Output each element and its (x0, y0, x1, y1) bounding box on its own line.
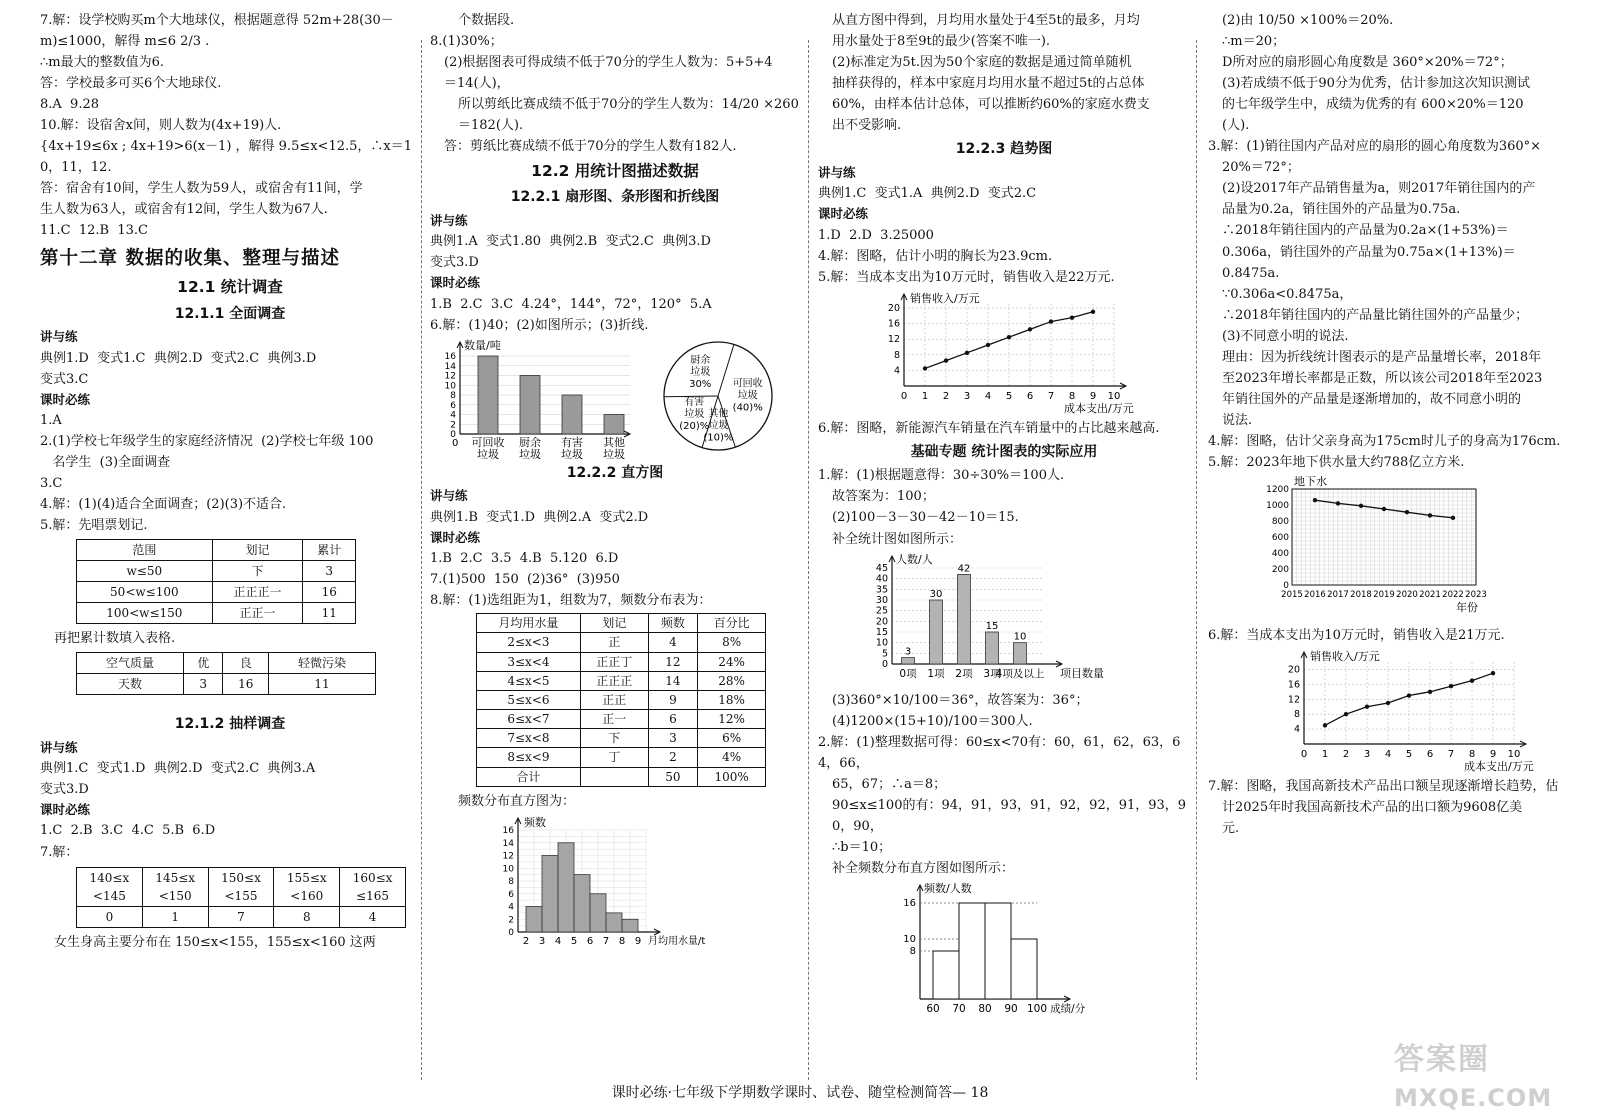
data-point (1407, 693, 1411, 697)
x-tick-label: 可回收 (471, 435, 505, 449)
column-4: (2)由 10/50 ×100%＝20%. ∴m＝20； D所对应的扇形圆心角度数是 360°×20%＝72°； (3)若成绩不低于90分为优秀，估计参加这次知识测试 的七年级学生中，成绩为优秀的有 600×20%＝120 (人). 3.解：(1)销往国内产品对应的扇形的圆心角度数为360°× 20%＝72°； (2)设2017年产品销售量为a，则2017年销往国内的产 品量为0.2a，销往国外的产品量为0.75a. ∴2018年销往国内的产品量为0.2a×(1+53%)＝ 0.306a，销往国外的产品量为0.75a×(1+13%)＝ 0.8475a. ∵0.306a<0.8475a， ∴2018年销往国内的产品量比销往国外的产品量少； (3)不同意小明的说法. 理由：因为折线统计图表示的是产品量增长率，2018年 至2023年增长率都是正数，所以该公司2018年至2023 年销往国外的产品量是逐渐增加的，故不同意小明的 说法. 4.解：图略，估计父亲身高为175cm时儿子的身高为176cm. 5.解：2023年地下供水量大约788亿立方米. 0 200 400 600 800 1000 1200 2015 2016 2017 2018 2019 2020 2021 2022 2023 地下水 年份 6.解：当成本支出为10万元时，销售收入是21万元. 4 8 12 16 20 0 1 2 3 4 5 6 7 8 9 10 销售收入/万元 成本支出/万元 7.解：图略，我国高新技术产品出口额呈现逐渐增长趋势，估 计2025年时我国高新技术产品的出口额为9608亿美 元. (1208, 10, 1586, 1060)
x-tick-label: 90 (1004, 1002, 1018, 1015)
fill-note: 再把累计数填入表格. (54, 631, 176, 647)
x-tick-label: 70 (952, 1002, 966, 1015)
bar (902, 657, 915, 663)
histogram-bar (590, 894, 606, 932)
x-tick-label: 2017 (1327, 590, 1349, 601)
histogram-bar (606, 913, 622, 932)
y-tick-label: 10 (875, 637, 888, 649)
x-tick-label: 2 (942, 390, 950, 402)
y-axis-label: 地下水 (1294, 475, 1327, 489)
histogram-bar (959, 903, 985, 999)
y-tick-label: 8 (508, 876, 514, 887)
data-point (1405, 510, 1409, 514)
x-tick-label: 8 (618, 935, 626, 947)
pie-slice-label: 30% (689, 379, 712, 391)
data-point (1323, 723, 1327, 727)
garbage-pie-chart (648, 338, 788, 462)
data-point (1336, 501, 1340, 505)
x-tick-label: 4 (1384, 749, 1392, 761)
y-tick-label: 10 (502, 864, 514, 875)
section-label: 课时必练 (818, 206, 869, 222)
x-tick-label: 7 (1447, 749, 1455, 761)
y-tick-label: 12 (887, 333, 900, 345)
y-tick-label: 40 (875, 573, 888, 585)
q7-answer: 7.解：设学校购买m个大地球仪，根据题意得 52m+28(30－ m)≤1000，解得 m≤6 2/3 . ∴m最大的整数值为6. 答：学校最多可买6个大地球仪. (40, 13, 394, 92)
pie-slice-label: 垃圾 (708, 420, 729, 432)
y-tick-label: 8 (1293, 709, 1300, 721)
y-tick-label: 20 (1287, 664, 1300, 676)
y-tick-label: 35 (875, 583, 888, 595)
pie-slice-label: (40)% (732, 402, 763, 414)
tally-table: 范围 划记 累计 w≤50 下 3 50<w≤100 正正正一 16 100<w≤150 正正一 11 (76, 539, 356, 624)
y-tick-label: 0 (450, 429, 456, 440)
y-tick-label: 10 (444, 381, 456, 392)
x-tick-label: 0 (900, 390, 908, 402)
x-tick-label: 2015 (1281, 590, 1303, 601)
section-label: 讲与练 (40, 329, 78, 345)
x-tick-label: 100 (1026, 1002, 1048, 1015)
pie-slice-label: 垃圾 (684, 408, 705, 420)
y-tick-label: 10 (903, 933, 916, 945)
x-tick-label: 垃圾 (603, 447, 625, 461)
x-tick-label: 8 (1468, 749, 1476, 761)
column-divider (421, 40, 422, 1080)
x-tick-label: 10 (1107, 390, 1121, 402)
x-tick-label: 3项 (983, 667, 1001, 680)
x-tick-label: 6 (1426, 749, 1434, 761)
y-axis-label: 人数/人 (896, 552, 933, 566)
data-point (1359, 504, 1363, 508)
height-note: 女生身高主要分布在 150≤x<155，155≤x<160 这两 (54, 934, 376, 950)
data-label: 15 (985, 620, 999, 632)
y-tick-label: 8 (893, 349, 900, 361)
y-tick-label: 600 (1271, 533, 1289, 544)
y-axis-label: 频数 (524, 815, 546, 829)
y-tick-label: 800 (1271, 517, 1289, 528)
data-point (1028, 327, 1032, 331)
x-tick-label: 5 (1405, 749, 1413, 761)
y-tick-label: 16 (502, 825, 514, 836)
table-row: 5≤x<6 正正 9 18% (477, 690, 766, 709)
bar (604, 414, 624, 434)
y-axis-label: 频数/人数 (924, 881, 972, 895)
y-tick-label: 1000 (1266, 501, 1289, 512)
x-tick-label: 0 (1300, 749, 1308, 761)
x-tick-label: 2020 (1396, 590, 1418, 601)
table-row: 100<w≤150 正正一 11 (77, 603, 356, 624)
pie-slice-boundary (664, 396, 718, 397)
y-tick-label: 12 (502, 851, 514, 862)
section-title: 12.2 用统计图描述数据 (531, 162, 699, 181)
x-tick-label: 垃圾 (561, 447, 583, 461)
x-tick-label: 5 (570, 935, 578, 947)
y-tick-label: 20 (875, 615, 888, 627)
y-tick-label: 0 (1283, 581, 1289, 592)
data-point (986, 342, 990, 346)
y-tick-label: 16 (444, 351, 456, 362)
column-1: 7.解：设学校购买m个大地球仪，根据题意得 52m+28(30－ m)≤1000，解得 m≤6 2/3 . ∴m最大的整数值为6. 答：学校最多可买6个大地球仪. 8.A 9.28 10.解：设宿舍x间，则人数为(4x+19)人. {4x+19≤6x ; 4x+19>6(x－1) ，解得 9.5≤x<12.5，∴x＝10，11，12. 答：宿舍有10间，学生人数为59人，或宿舍有11间，学 生人数为63人，或宿舍有12间，学生人数为67人. 11.C 12.B 13.C 第十二章 数据的收集、整理与描述 12.1 统计调查 12.1.1 全面调查 讲与练 典例1.D 变式1.C 典例2.D 变式2.C 典例3.D 变式3.C 课时必练 1.A 2.(1)学校七年级学生的家庭经济情况 (2)学校七年级 100 名学生 (3)全面调查 3.C 4.解：(1)(4)适合全面调查；(2)(3)不适合. 5.解：先唱票划记. 范围 划记 累计 w≤50 下 3 50<w≤100 正正正一 16 100<w≤150 正正一 11 再把累计数填入表格. 空气质量 优 良 轻微污染 天数 3 16 11 12.1.2 抽样调查 讲与练 典例1.C 变式1.D 典例2.D 变式2.C 典例3.A 变式3.D 课时必练 1.C 2.B 3.C 4.C 5.B 6.D 7.解： 140≤x <145 145≤x <150 150≤x <155 155≤x <160 160≤x ≤165 0 1 7 8 4 女生身高主要分布在 150≤x<155，155≤x<160 这两 (40, 10, 420, 1060)
bar (1014, 642, 1027, 663)
x-tick-label: 2项 (955, 667, 973, 680)
y-axis-label: 销售收入/万元 (1310, 650, 1380, 664)
x-tick-label: 8 (1068, 390, 1076, 402)
y-tick-label: 20 (887, 302, 900, 314)
subsection-title: 12.2.3 趋势图 (955, 141, 1053, 158)
air-quality-table: 空气质量 优 良 轻微污染 天数 3 16 11 (76, 652, 376, 695)
pie-slice-label: 垃圾 (737, 390, 758, 402)
figure-row (430, 336, 800, 460)
x-tick-label: 2021 (1419, 590, 1441, 601)
histogram-bar (1011, 939, 1037, 999)
y-tick-label: 8 (450, 390, 456, 401)
frequency-table: 月均用水量 划记 频数 百分比 2≤x<3 正 4 8% 3≤x<4 正正丁 12 24% 4≤x<5 正正正 14 28% 5≤x<6 正正 9 18% 6≤x<7 正一 6 12% 7≤x<8 下 3 6% 8≤x<9 丁 2 4% 合计 50 100% (476, 613, 766, 787)
y-tick-label: 6 (508, 889, 514, 900)
y-tick-label: 4 (508, 902, 514, 913)
table-row: 6≤x<7 正一 6 12% (477, 710, 766, 729)
special-topic-title: 基础专题 统计图表的实际应用 (910, 443, 1098, 460)
y-tick-label: 0 (508, 927, 514, 938)
y-tick-label: 25 (875, 605, 888, 617)
y-tick-label: 12 (444, 371, 456, 382)
bar (930, 600, 943, 664)
garbage-bar-chart (430, 338, 635, 462)
section-label: 讲与练 (40, 739, 78, 755)
q8-9-answer: 8.A 9.28 (40, 97, 100, 113)
x-tick-label: 4 (554, 935, 562, 947)
x-tick-label: 2019 (1373, 590, 1395, 601)
section-label: 课时必练 (40, 391, 91, 407)
data-point (1091, 309, 1095, 313)
x-tick-label: 2 (522, 935, 530, 947)
x-tick-label: 3 (963, 390, 971, 402)
y-tick-label: 6 (450, 400, 456, 411)
data-point (944, 358, 948, 362)
x-tick-label: 垃圾 (477, 447, 499, 461)
data-point (923, 366, 927, 370)
section-label: 课时必练 (40, 802, 91, 818)
section-label: 讲与练 (430, 488, 468, 504)
answer-block: (2)由 10/50 ×100%＝20%. ∴m＝20； D所对应的扇形圆心角度数是 360°×20%＝72°； (3)若成绩不低于90分为优秀，估计参加这次知识测试 的七年级学生中，成绩为优秀的有 600×20%＝120 (人). 3.解：(1)销往国内产品对应的扇形的圆心角度数为360°× 20%＝72°； (2)设2017年产品销售量为a，则2017年销往国内的产 品量为0.2a，销往国外的产品量为0.75a. ∴2018年销往国内的产品量为0.2a×(1+53%)＝ 0.306a，销往国外的产品量为0.75a×(1+13%)＝ 0.8475a. ∵0.306a<0.8475a， ∴2018年销往国内的产品量比销往国外的产品量少； (3)不同意小明的说法. 理由：因为折线统计图表示的是产品量增长率，2018年 至2023年增长率都是正数，所以该公司2018年至2023 年销往国外的产品量是逐渐增加的，故不同意小明的 说法. 4.解：图略，估计父亲身高为175cm时儿子的身高为176cm. 5.解：2023年地下供水量大约788亿立方米. (1208, 13, 1561, 470)
bar (562, 395, 582, 434)
x-tick-label: 1 (921, 390, 929, 402)
y-tick-label: 4 (1293, 724, 1300, 736)
table-row: 3≤x<4 正正丁 12 24% (477, 652, 766, 671)
data-point (1344, 712, 1348, 716)
table-row: 合计 50 100% (477, 767, 766, 786)
section-label: 讲与练 (818, 164, 856, 180)
x-axis-label: 成本支出/万元 (1064, 401, 1134, 415)
histogram-bar (542, 855, 558, 932)
column-divider (808, 40, 809, 1080)
x-tick-label: 2018 (1350, 590, 1372, 601)
y-tick-label: 4 (893, 365, 900, 377)
bar (520, 375, 540, 434)
column-divider (1196, 40, 1197, 1080)
subsection-title: 12.1.1 全面调查 (174, 305, 286, 322)
y-tick-label: 14 (444, 361, 456, 372)
x-tick-label: 2023 (1465, 590, 1487, 601)
x-tick-label: 7 (1047, 390, 1055, 402)
subsection-title: 12.1.2 抽样调查 (174, 716, 286, 733)
y-tick-label: 200 (1271, 565, 1289, 576)
sales-line-chart (848, 290, 1158, 416)
bar (958, 574, 971, 664)
y-tick-label: 12 (1287, 694, 1300, 706)
pie-slice-label: 有害 (684, 396, 705, 408)
table-row: 50<w≤100 正正正一 16 (77, 582, 356, 603)
score-histogram (888, 881, 1138, 1021)
y-tick-label: 2 (508, 915, 514, 926)
histogram-bar (985, 903, 1011, 999)
x-tick-label: 2016 (1304, 590, 1326, 601)
y-tick-label: 2 (450, 420, 456, 431)
histogram-intro: 频数分布直方图为： (458, 793, 576, 809)
y-tick-label: 400 (1271, 549, 1289, 560)
pie-slice-boundary (718, 344, 734, 396)
histogram-bar (526, 906, 542, 932)
data-point (1382, 507, 1386, 511)
y-tick-label: 45 (875, 562, 888, 574)
q11-13-answer: 11.C 12.B 13.C (40, 223, 148, 239)
column-2: 个数据段. 8.(1)30%； (2)根据图表可得成绩不低于70分的学生人数为：5+5+4 ＝14(人)， 所以剪纸比赛成绩不低于70分的学生人数为：14/20 ×260 ＝182(人). 答：剪纸比赛成绩不低于70分的学生人数有182人. 12.2 用统计图描述数据 12.2.1 扇形图、条形图和折线图 讲与练 典例1.A 变式1.80 典例2.B 变式2.C 典例3.D 变式3.D 课时必练 1.B 2.C 3.C 4.24°，144°，72°，120° 5.A 6.解：(1)40；(2)如图所示；(3)折线. 0 2 4 6 8 10 12 14 16 数量/吨 可回收 垃圾 厨余 垃圾 有害 垃圾 其他 垃圾 0 可回收 垃圾 (40)% 其他 垃圾 (10)% 有害 垃圾 (20)% 厨余 垃圾 30% 12.2.2 直方图 讲与练 典例1.B 变式1.D 典例2.A 变式2.D 课时必练 1.B 2.C 3.5 4.B 5.120 6.D 7.(1)500 150 (2)36° (3)950 8.解：(1)选组距为1，组数为7，频数分布表为： 月均用水量 划记 频数 百分比 2≤x<3 正 4 8% 3≤x<4 正正丁 12 24% 4≤x<5 正正正 14 28% 5≤x<6 正正 9 18% 6≤x<7 正一 6 12% 7≤x<8 下 3 6% 8≤x<9 丁 2 4% 合计 50 100% 频数分布直方图为： 0 2 4 6 8 10 12 14 16 频数 2 3 4 5 6 7 8 9 月均用水量/t (430, 10, 800, 1060)
data-point (1470, 679, 1474, 683)
pie-slice-label: (10)% (703, 432, 734, 444)
data-point (965, 350, 969, 354)
origin-label: 0 (452, 437, 459, 449)
data-point (1365, 705, 1369, 709)
q6-answer: 6.解：图略，新能源汽车销量在汽车销量中的占比越来越高. (818, 420, 1160, 436)
project-count-bar-chart (858, 552, 1148, 688)
y-tick-label: 30 (875, 594, 888, 606)
data-point (1386, 701, 1390, 705)
pie-slice-label: 厨余 (690, 355, 711, 367)
x-axis-label: 月均用水量/t (648, 935, 706, 947)
water-usage-histogram (490, 814, 730, 956)
pie-slice-label: 垃圾 (690, 367, 711, 379)
y-tick-label: 16 (1287, 679, 1300, 691)
bar (986, 632, 999, 664)
data-point (1049, 319, 1053, 323)
y-tick-label: 8 (909, 945, 916, 957)
column-3: 从直方图中得到，月均用水量处于4至5t的最多，月均 用水量处于8至9t的最少(答案不唯一). (2)标准定为5t.因为50个家庭的数据是通过简单随机 抽样获得的，样本中家庭月均用水量不超过5t的占总体 60%，由样本估计总体，可以推断约60%的家庭水费支 出不受影响. 12.2.3 趋势图 讲与练 典例1.C 变式1.A 典例2.D 变式2.C 课时必练 1.D 2.D 3.25000 4.解：图略，估计小明的胸长为23.9cm. 5.解：当成本支出为10万元时，销售收入是22万元. 4 8 12 16 20 0 1 2 3 4 5 6 7 8 9 10 销售收入/万元 成本支出/万元 6.解：图略，新能源汽车销量在汽车销量中的占比越来越高. 基础专题 统计图表的实际应用 1.解：(1)根据题意得：30÷30%＝100人. 故答案为：100； (2)100－3－30－42－10＝15. 补全统计图如图所示： 0 5 10 15 20 25 30 35 40 45 人数/人 3 0项 30 1项 42 2项 15 3项 10 4项及以上 项目数量 (3)360°×10/100＝36°，故答案为：36°； (4)1200×(15+10)/100＝300人. 2.解：(1)整理数据可得：60≤x<70有：60，61，62，63，64，66， 65，67；∴a＝8； 90≤x≤100的有：94，91，93，91，92，92，91，93，90，90， ∴b＝10； 补全频数分布直方图如图所示： 8 10 16 频数/人数 60 70 80 90 100 成绩/分 (818, 10, 1190, 1060)
histogram-bar (622, 919, 638, 932)
x-tick-label: 80 (978, 1002, 992, 1015)
pie-slice-label: 其他 (708, 408, 729, 420)
data-point (1313, 498, 1317, 502)
chapter-title: 第十二章 数据的收集、整理与描述 (40, 247, 340, 269)
x-tick-label: 6 (1026, 390, 1034, 402)
x-tick-label: 4 (984, 390, 992, 402)
y-tick-label: 5 (881, 647, 888, 659)
x-tick-label: 9 (1089, 390, 1097, 402)
table-row: 0 1 7 8 4 (77, 906, 406, 927)
y-tick-label: 4 (450, 410, 456, 421)
y-tick-label: 15 (875, 626, 888, 638)
table-row: 2≤x<3 正 4 8% (477, 633, 766, 652)
data-label: 10 (1013, 631, 1027, 643)
section-label: 课时必练 (430, 275, 481, 291)
data-label: 3 (904, 646, 912, 658)
x-tick-label: 其他 (603, 435, 625, 449)
x-tick-label: 60 (926, 1002, 940, 1015)
x-tick-label: 2022 (1442, 590, 1464, 601)
table-row: 7≤x<8 下 3 6% (477, 729, 766, 748)
x-tick-label: 2 (1342, 749, 1350, 761)
section-title: 12.1 统计调查 (177, 278, 283, 297)
data-label: 42 (957, 562, 971, 574)
x-tick-label: 1 (1321, 749, 1329, 761)
data-point (1007, 335, 1011, 339)
x-axis-label: 年份 (1456, 601, 1478, 615)
section-label: 讲与练 (430, 213, 468, 229)
x-tick-label: 3 (538, 935, 546, 947)
section-label: 课时必练 (430, 529, 481, 545)
y-tick-label: 1200 (1266, 485, 1289, 496)
x-tick-label: 有害 (561, 435, 583, 449)
table-row: 8≤x<9 丁 2 4% (477, 748, 766, 767)
table-row: w≤50 下 3 (77, 561, 356, 582)
subsection-title: 12.2.1 扇形图、条形图和折线图 (510, 189, 720, 206)
x-tick-label: 5 (1005, 390, 1013, 402)
y-axis-label: 数量/吨 (464, 338, 501, 352)
subsection-title: 12.2.2 直方图 (566, 464, 664, 481)
x-tick-label: 7 (602, 935, 610, 947)
x-tick-label: 3 (1363, 749, 1371, 761)
q10-answer: 10.解：设宿舍x间，则人数为(4x+19)人. {4x+19≤6x ; 4x+19>6(x－1) ，解得 9.5≤x<12.5，∴x＝10，11，12. 答：宿舍有10间，学生人数为59人，或宿舍有11间，学 生人数为63人，或宿舍有12间，学生人数为67人. (40, 118, 412, 218)
height-table: 140≤x <145 145≤x <150 150≤x <155 155≤x <160 160≤x ≤165 0 1 7 8 4 (76, 867, 406, 928)
histogram-bar (574, 875, 590, 932)
x-tick-label: 9 (634, 935, 642, 947)
groundwater-line-chart (1248, 475, 1528, 623)
y-tick-label: 0 (881, 658, 888, 670)
histogram-bar (933, 951, 959, 999)
x-tick-label: 厨余 (519, 435, 541, 449)
x-axis-label: 成本支出/万元 (1464, 760, 1534, 774)
x-tick-label: 0项 (899, 667, 917, 680)
data-point (1428, 690, 1432, 694)
x-tick-label: 10 (1507, 749, 1521, 761)
x-tick-label: 1项 (927, 667, 945, 680)
x-tick-label: 垃圾 (519, 447, 541, 461)
page-footer: 课时必练·七年级下学期数学课时、试卷、随堂检测简答— 18 (611, 1085, 989, 1101)
data-point (1449, 684, 1453, 688)
histogram-bar (558, 843, 574, 932)
data-point (1491, 671, 1495, 675)
x-axis-label: 成绩/分 (1050, 1002, 1086, 1015)
table-row: 4≤x<5 正正正 14 28% (477, 671, 766, 690)
x-tick-label: 4项及以上 (995, 667, 1045, 680)
pie-slice-label: 可回收 (732, 378, 763, 390)
y-tick-label: 16 (903, 897, 916, 909)
y-tick-label: 14 (502, 838, 514, 849)
table-row: 天数 3 16 11 (77, 674, 376, 695)
x-tick-label: 6 (586, 935, 594, 947)
y-axis-label: 销售收入/万元 (910, 291, 980, 305)
bar (478, 356, 498, 434)
sales-line-chart-2 (1248, 648, 1548, 774)
x-axis-label: 项目数量 (1060, 666, 1104, 680)
q6-answer: 6.解：当成本支出为10万元时，销售收入是21万元. (1208, 628, 1505, 644)
y-tick-label: 16 (887, 318, 900, 330)
data-point (1070, 315, 1074, 319)
watermark-logo: 答案圈 MXQE.COM (1394, 1042, 1553, 1112)
x-tick-label: 9 (1489, 749, 1497, 761)
pie-slice-label: (20)% (679, 420, 710, 432)
data-point (1451, 516, 1455, 520)
data-point (1428, 513, 1432, 517)
data-label: 30 (929, 588, 943, 600)
